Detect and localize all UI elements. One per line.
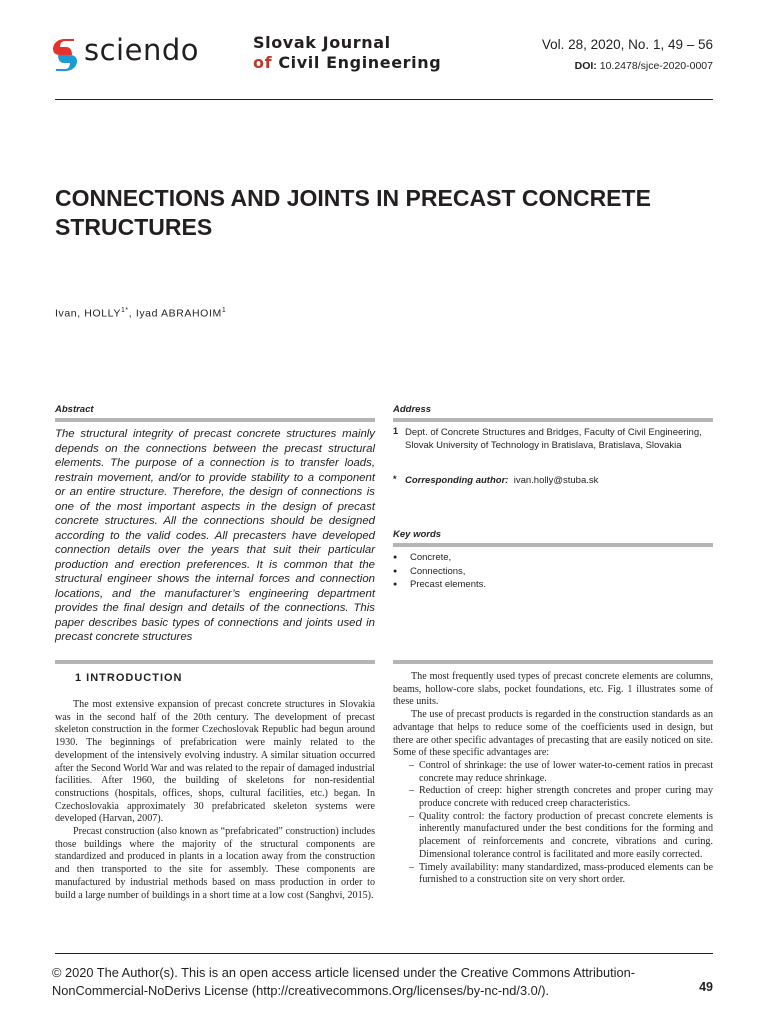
header-rule [55, 99, 713, 100]
keyword-item: ● Connections, [393, 565, 486, 579]
publisher-name: sciendo [84, 33, 199, 67]
affiliation-marker: 1 [393, 426, 399, 436]
intro-bar-left [55, 660, 375, 664]
journal-title-line1: Slovak Journal [253, 33, 391, 52]
sciendo-logo-icon [52, 38, 78, 72]
advantage-item [393, 785, 713, 810]
dash-marker: – [409, 759, 415, 771]
body-paragraph: Precast construction (also known as “prefabricated” construction) includes those buildings where the majority of the structural components are standardized and produced in plants in a location away from the construction and then transported to the site for assembly. These components are manufactured by industrial methods based on mass production in order to build a large number of buildings in a short time at a low cost (Sanghvi, 2015). [55, 826, 375, 901]
intro-bar-right [393, 660, 713, 664]
address-bar [393, 418, 713, 422]
corresponding-author [405, 475, 598, 486]
body-paragraph: The use of precast products is regarded in the construction standards as an advantage that helps to reduce some of the coefficients used in design, but there are other specific advantages of precasting that are easily noticed on site. Some of these specific advantages are: [393, 709, 713, 759]
keywords-label: Key words [393, 529, 442, 540]
advantage-text: Reduction of creep: higher strength concretes and proper curing may produce concrete with reduced creep characteristics. [419, 785, 713, 810]
abstract-label: Abstract [55, 404, 94, 415]
keyword-item: ● Concrete, [393, 551, 486, 565]
section-heading-introduction: 1 INTRODUCTION [75, 672, 183, 684]
footer-rule [55, 953, 713, 954]
journal-title-of: of [253, 53, 273, 72]
advantage-text: Quality control: the factory production of precast concrete elements is inherently manufactured under the best conditions for the forming and placement of reinforcements and concrete, vibrations and curing. Dimensional tolerance control is facilitated and more easily corrected. [419, 810, 713, 860]
journal-title-line2 [253, 53, 441, 73]
keywords-list [393, 551, 486, 592]
author-name: Iyad ABRAHOIM [135, 307, 222, 320]
advantage-item [393, 862, 713, 887]
abstract-text: The structural integrity of precast concrete structures mainly depends on the connections between the precast structural elements. The purpose of a connection is to transfer loads, restrain movement, and/or to provide stability to a component or an entire structure. Therefore, the design of connections is one of the most important aspects in the design of precast concrete structures. All the connections should be designed according to the valid codes. All precasters have developed connection details over the years that suit their particular production and erection preferences. It is common that the structural engineer shows the internal forces and connection locations, and the manufacturer’s engineering department provides the final design and details of the connections. This paper describes basic types of connections and joints used in precast concrete structures [55, 428, 375, 643]
journal-title-rest: Civil Engineering [278, 53, 442, 72]
journal-title [253, 33, 441, 73]
advantage-text: Timely availability: many standardized, mass-produced elements can be furnished to a construction site on very short order. [419, 861, 713, 886]
publisher-logo [52, 38, 78, 77]
doi-label: DOI: [574, 60, 597, 72]
affiliation-text: Dept. of Concrete Structures and Bridges, Faculty of Civil Engineering, Slovak University of Technology in Bratislava, Bratislava, Slovakia [405, 427, 702, 451]
abstract-bar [55, 418, 375, 422]
author-affiliation-marker: 1 [221, 307, 227, 314]
keywords-bar [393, 543, 713, 547]
article-title: CONNECTIONS AND JOINTS IN PRECAST CONCRETE STRUCTURES [55, 185, 651, 240]
dash-marker: – [409, 861, 415, 873]
license-notice: © 2020 The Author(s). This is an open access article licensed under the Creative Commons Attribution-NonCommercial-NoDerivs License (http://creativecommons.Org/licenses/by-nc-nd/3.0/). [52, 965, 635, 998]
doi [575, 60, 713, 72]
author-affiliation-marker: 1* [120, 307, 129, 314]
body-paragraph: The most extensive expansion of precast concrete structures in Slovakia was in the second half of the 20th century. The development of precast skeleton construction in the former Czechoslovak Republic had begun around 1930. The beginnings of prefabrication were mainly related to the development of the intensively evolving industry. A similar situation occurred after the Second World War and was related to the repair of damaged industrial facilities. After 1960, the building of skeletons for non-residential constructions (hospitals, offices, shops, cultural facilities, etc.) began. In Czechoslovakia approximately 30 prefabricated skeleton systems were developed (Harvan, 2007). [55, 699, 375, 825]
body-paragraph: The most frequently used types of precast concrete elements are columns, beams, hollow-core slabs, pocket foundations, etc. Fig. 1 illustrates some of these units. [393, 671, 713, 708]
author-list [55, 307, 226, 320]
body-column-left [55, 699, 375, 902]
page-number: 49 [699, 980, 713, 994]
advantage-item [393, 811, 713, 862]
body-column-right [393, 671, 713, 887]
volume-info: Vol. 28, 2020, No. 1, 49 – 56 [541, 37, 713, 52]
address-label: Address [393, 404, 432, 415]
corresponding-email[interactable]: ivan.holly@stuba.sk [513, 475, 599, 486]
doi-value[interactable]: 10.2478/sjce-2020-0007 [599, 60, 713, 72]
author-separator: , [128, 307, 136, 320]
author-name: Ivan, HOLLY [55, 307, 121, 320]
advantage-item [393, 760, 713, 785]
advantage-text: Control of shrinkage: the use of lower water-to-cement ratios in precast concrete may reduce shrinkage. [419, 759, 713, 784]
dash-marker: – [409, 785, 415, 797]
keyword-item: ● Precast elements. [393, 578, 486, 592]
corresponding-marker: * [393, 474, 397, 484]
dash-marker: – [409, 810, 415, 822]
corresponding-author-label: Corresponding author: [405, 475, 509, 486]
